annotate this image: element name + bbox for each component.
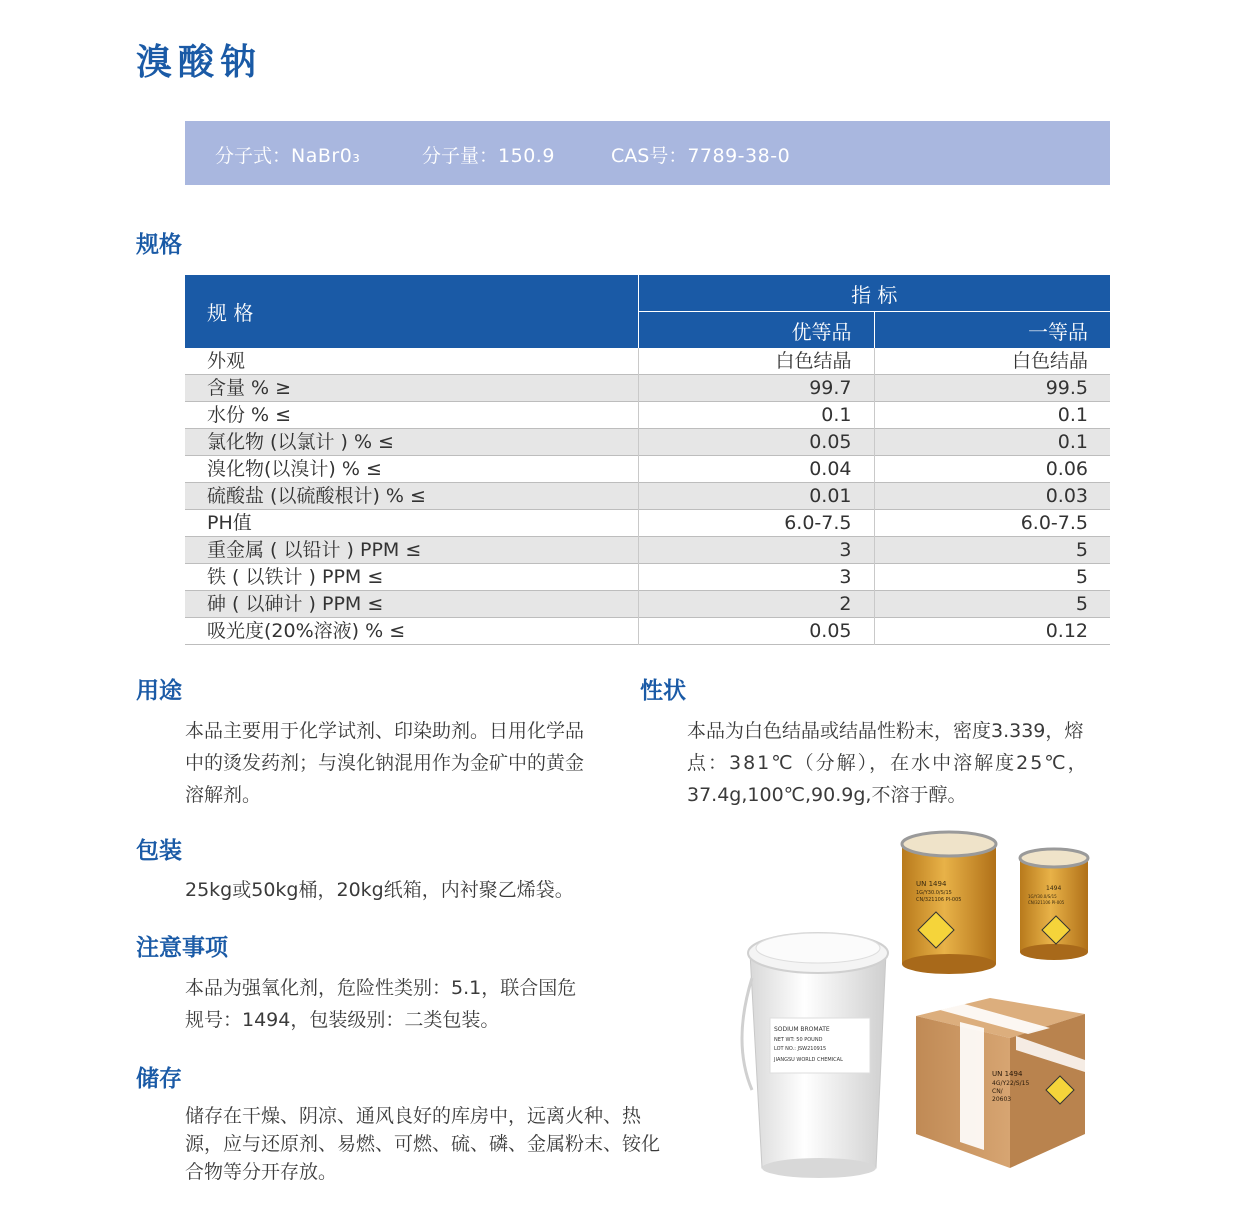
notes-heading: 注意事项: [136, 935, 228, 961]
grade1-cell: 0.01: [638, 483, 874, 510]
grade1-cell: 白色结晶: [638, 348, 874, 375]
packaging-heading: 包装: [136, 838, 182, 864]
bucket-label: NET WT: 50 POUND: [774, 1037, 823, 1043]
spec-name-cell: 砷 ( 以砷计 ) PPM ≤: [185, 591, 638, 618]
grade1-cell: 0.05: [638, 429, 874, 456]
properties-line: 点：381℃（分解），在水中溶解度25℃，: [687, 752, 1089, 774]
spec-table: [185, 275, 1110, 645]
spec-name-cell: PH值: [185, 510, 638, 537]
grade2-cell: 6.0-7.5: [1020, 512, 1089, 534]
notes-line: 本品为强氧化剂，危险性类别：5.1，联合国危: [185, 977, 577, 999]
drum-large: [902, 832, 996, 974]
spec-name-cell: 水份 % ≤: [185, 402, 638, 429]
weight-value: 150.9: [498, 145, 555, 167]
product-packaging-photo: [730, 828, 1100, 1198]
usage-text: [185, 715, 625, 811]
spec-row: [185, 456, 1110, 483]
cas-number: [611, 141, 790, 168]
header-grade1: 优等品: [638, 312, 874, 349]
box-label: UN 1494: [992, 1070, 1023, 1078]
storage-heading: 储存: [136, 1066, 182, 1092]
packaging-text: [185, 874, 705, 906]
drum-small: [1020, 849, 1088, 960]
drum2-label: 1G/Y30.0/S/15: [1028, 894, 1057, 899]
spec-name-cell: 重金属 ( 以铅计 ) PPM ≤: [185, 537, 638, 564]
grade2-cell: 0.12: [1045, 620, 1089, 642]
properties-line: 本品为白色结晶或结晶性粉末，密度3.339，熔: [687, 720, 1084, 742]
grade2-cell: 0.03: [874, 483, 1110, 510]
box-label: 4G/Y22/S/15: [992, 1080, 1030, 1087]
storage-text: [185, 1102, 725, 1186]
spec-name-cell: 含量 % ≥: [185, 375, 638, 402]
properties-line: 37.4g,100℃,90.9g,不溶于醇。: [687, 784, 967, 806]
grade2-cell: 5: [874, 537, 1110, 564]
spec-row: [185, 591, 1110, 618]
spec-heading: 规格: [136, 232, 182, 258]
weight-label: 分子量：: [422, 145, 499, 167]
spec-name-cell: 铁 ( 以铁计 ) PPM ≤: [185, 564, 638, 591]
formula-value: NaBr0₃: [291, 145, 361, 167]
grade1-cell: 3: [638, 564, 874, 591]
grade2-cell: 0.1: [874, 429, 1110, 456]
molecular-weight: [422, 141, 555, 168]
spec-row: [185, 510, 1110, 537]
spec-row: [185, 618, 1110, 645]
grade1-cell: 0.04: [638, 456, 874, 483]
usage-line: 中的烫发药剂；与溴化钠混用作为金矿中的黄金: [185, 752, 585, 774]
drum2-label: CN/321106 PI-005: [1028, 900, 1065, 905]
spec-row: [185, 348, 1110, 375]
grade2-cell: 0.1: [1057, 404, 1089, 426]
formula-label: 分子式：: [215, 145, 292, 167]
notes-line: 规号：1494，包装级别：二类包装。: [185, 1009, 500, 1031]
spec-row: [185, 537, 1110, 564]
cas-label: CAS号：: [611, 145, 688, 167]
properties-text: [687, 715, 1127, 811]
carton-box: [916, 998, 1085, 1168]
plastic-bucket: [742, 933, 888, 1178]
header-spec: 规 格: [185, 275, 638, 348]
bucket-label: JIANGSU WORLD CHEMICAL: [774, 1057, 843, 1063]
formula: [215, 141, 360, 168]
spec-name-cell: 溴化物(以溴计) % ≤: [185, 456, 638, 483]
notes-text: [185, 972, 705, 1036]
spec-row: [185, 564, 1110, 591]
usage-line: 溶解剂。: [185, 784, 262, 806]
drum2-label: 1494: [1046, 885, 1062, 892]
usage-heading: 用途: [136, 678, 182, 704]
bucket-label: SODIUM BROMATE: [774, 1026, 830, 1033]
grade2-cell: 白色结晶: [1012, 350, 1089, 372]
header-grade2: 一等品: [874, 312, 1110, 349]
drum1-label: UN 1494: [916, 880, 947, 888]
info-bar: [185, 121, 1110, 185]
grade2-cell: 5: [874, 591, 1110, 618]
spec-row: [185, 402, 1110, 429]
storage-line: 合物等分开存放。: [185, 1161, 338, 1183]
properties-heading: 性状: [640, 678, 686, 704]
drum1-label: 1G/Y30.0/S/15: [916, 890, 952, 896]
packaging-line: 25kg或50kg桶，20kg纸箱，内衬聚乙烯袋。: [185, 879, 574, 901]
grade1-cell: 3: [638, 537, 874, 564]
spec-row: [185, 483, 1110, 510]
bucket-label: LOT NO.: JSW210915: [774, 1046, 827, 1052]
grade1-cell: 99.7: [638, 375, 874, 402]
spec-row: [185, 429, 1110, 456]
grade2-cell: 99.5: [874, 375, 1110, 402]
spec-name-cell: 硫酸盐 (以硫酸根计) % ≤: [185, 483, 638, 510]
drum1-label: CN/321106 PI-005: [916, 897, 962, 903]
grade1-cell: 0.05: [638, 618, 874, 645]
usage-line: 本品主要用于化学试剂、印染助剂。日用化学品: [185, 720, 585, 742]
spec-name-cell: 吸光度(20%溶液) % ≤: [185, 618, 638, 645]
page-title: 溴酸钠: [136, 42, 263, 83]
grade1-cell: 6.0-7.5: [638, 510, 874, 537]
spec-name-cell: 外观: [185, 348, 638, 375]
spec-row: [185, 375, 1110, 402]
grade1-cell: 0.1: [638, 402, 874, 429]
spec-table-body: [185, 348, 1110, 645]
grade1-cell: 2: [638, 591, 874, 618]
box-label: 20603: [992, 1096, 1012, 1103]
storage-line: 源，应与还原剂、易燃、可燃、硫、磷、金属粉末、铵化: [185, 1133, 661, 1155]
header-index: 指 标: [638, 275, 1110, 312]
storage-line: 储存在干燥、阴凉、通风良好的库房中，远离火种、热: [185, 1105, 642, 1127]
cas-value: 7789-38-0: [687, 145, 791, 167]
grade2-cell: 5: [1075, 566, 1089, 588]
box-label: CN/: [992, 1088, 1003, 1095]
grade2-cell: 0.06: [1045, 458, 1089, 480]
spec-name-cell: 氯化物 (以氯计 ) % ≤: [185, 429, 638, 456]
